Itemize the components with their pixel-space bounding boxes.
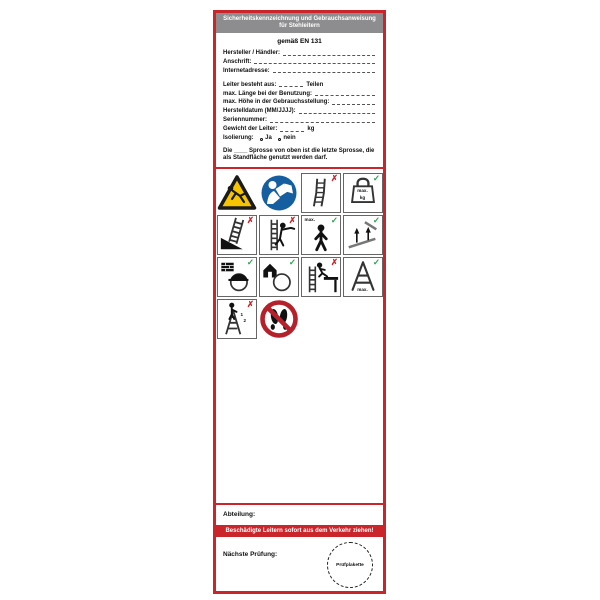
field-label: Gewicht der Leiter: [223, 126, 278, 133]
check-mark: ✓ [372, 214, 380, 225]
form-section [216, 50, 383, 162]
department-field: Abteilung: [223, 511, 256, 518]
fill-line [279, 83, 303, 87]
professional-use-icon [217, 257, 257, 297]
blank-area [216, 341, 383, 498]
field-label: Leiter besteht aus: [223, 81, 277, 88]
fill-line [280, 128, 304, 132]
field-max-height [223, 99, 376, 106]
fully-open-ladder-icon [343, 257, 383, 297]
fill-line [299, 110, 375, 114]
max-label: max. [304, 216, 315, 222]
field-address [223, 59, 376, 66]
one-person-max-icon [301, 215, 341, 255]
inspection-section [216, 537, 383, 591]
domestic-use-icon [259, 257, 299, 297]
field-label: max. Höhe in der Gebrauchsstellung: [223, 99, 330, 106]
max-label: max. [357, 187, 368, 193]
locking-device-icon [343, 215, 383, 255]
field-max-length [223, 91, 376, 98]
kg-label: kg [359, 194, 366, 200]
field-mfg-date [223, 108, 376, 115]
damaged-ladder-icon [301, 173, 341, 213]
label-header [216, 13, 383, 33]
radio-yes [260, 138, 264, 142]
field-label: Internetadresse: [223, 67, 270, 74]
fill-line [254, 60, 375, 64]
max-load-weight-icon [343, 173, 383, 213]
no-step-over-icon [301, 257, 341, 297]
inspection-sticker-placeholder [327, 542, 373, 588]
fill-line [315, 92, 375, 96]
option-no: nein [283, 135, 296, 142]
field-insulation [223, 135, 376, 142]
cross-mark: ✗ [246, 298, 254, 309]
standing-prohibited-icon [259, 299, 299, 339]
header-line1: Sicherheitskennzeichnung und Gebrauchsanweisung [223, 16, 376, 22]
cross-mark: ✗ [330, 172, 338, 183]
warning-bar: Beschädigte Leitern sofort aus dem Verkehr ziehen! [216, 525, 383, 537]
next-inspection-label: Nächste Prüfung: [223, 551, 278, 558]
uneven-ground-icon [217, 215, 257, 255]
field-parts [223, 82, 376, 89]
max-label: max. [357, 287, 368, 293]
fill-line [270, 119, 375, 123]
field-label: max. Länge bei der Benutzung: [223, 90, 313, 97]
cross-mark: ✗ [246, 214, 254, 225]
field-weight [223, 126, 376, 133]
overreach-icon [259, 215, 299, 255]
cross-mark: ✗ [330, 256, 338, 267]
cross-mark: ✗ [288, 214, 296, 225]
field-website [223, 68, 376, 75]
check-mark: ✓ [288, 256, 296, 267]
standard-reference: gemäß EN 131 [277, 38, 322, 45]
sticker-label: Prüfplakette [336, 562, 364, 568]
fill-line [283, 52, 375, 56]
header-line2: für Stehleitern [279, 23, 320, 29]
field-unit: kg [307, 126, 315, 133]
read-manual-icon [259, 173, 299, 213]
option-yes: Ja [265, 135, 272, 142]
top-steps-forbidden-icon [217, 299, 257, 339]
radio-no [278, 138, 282, 142]
warning-falling-icon [217, 173, 257, 213]
rung-note: Die ____ Sprosse von oben ist die letzte Sprosse, die als Standfläche genutzt werden darf. [223, 147, 375, 161]
pictogram-grid [216, 169, 383, 341]
check-mark: ✓ [246, 256, 254, 267]
step-two-label: 2 [243, 317, 247, 323]
step-one-label: 1 [240, 311, 244, 317]
field-label: Herstelldatum (MM/JJJJ): [223, 108, 296, 115]
check-mark: ✓ [330, 214, 338, 225]
field-serial [223, 117, 376, 124]
field-manufacturer [223, 50, 376, 57]
fill-line [273, 69, 375, 73]
check-mark: ✓ [372, 256, 380, 267]
check-mark: ✓ [372, 172, 380, 183]
field-label: Hersteller / Händler: [223, 50, 281, 56]
field-label: Anschrift: [223, 58, 252, 65]
field-unit: Teilen [306, 81, 324, 88]
field-label: Seriennummer: [223, 117, 268, 124]
fill-line [332, 101, 375, 105]
field-label: Isolierung: [223, 135, 254, 142]
safety-label [213, 10, 386, 594]
